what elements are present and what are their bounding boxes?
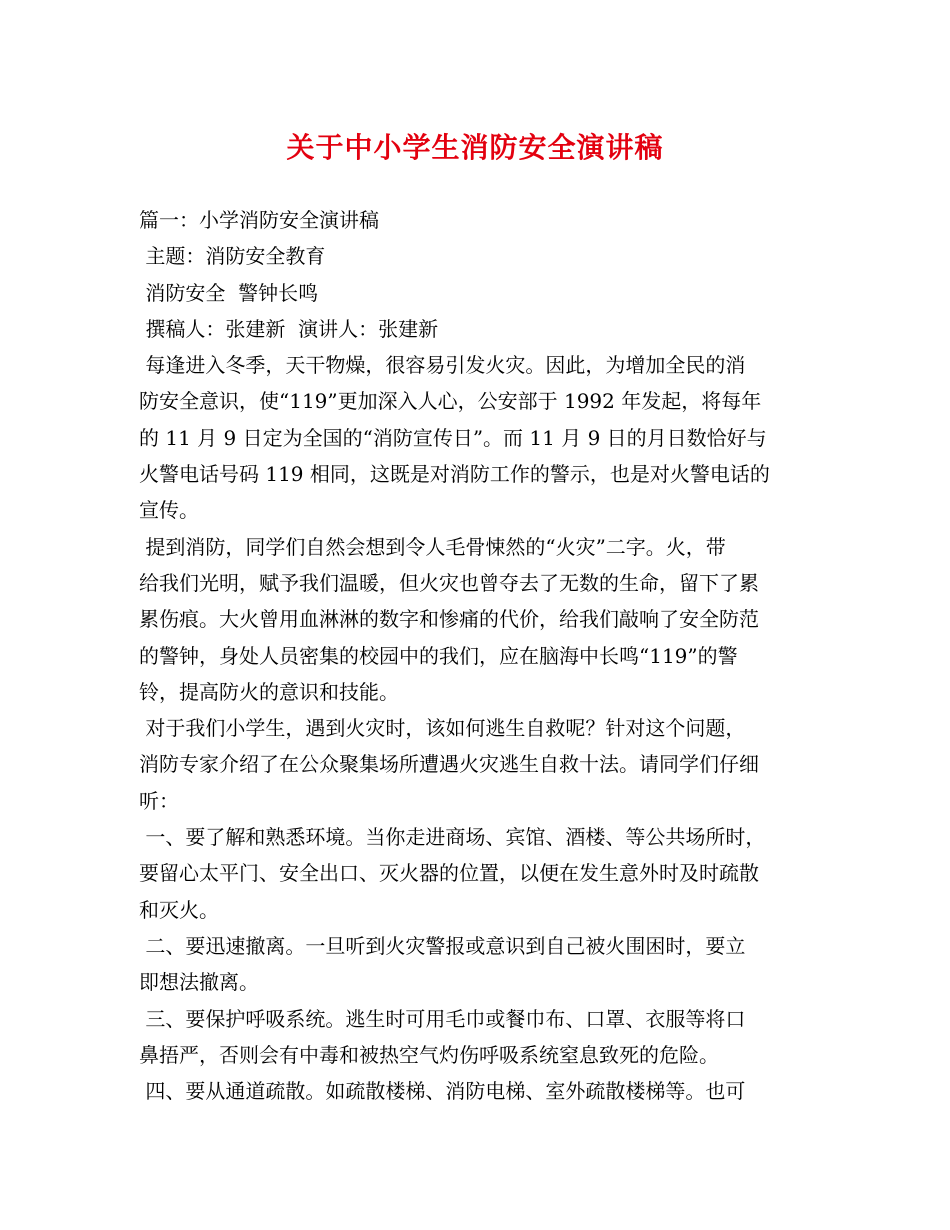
text-line: 即想法撤离。 xyxy=(139,970,259,995)
text-line: 三、要保护呼吸系统。逃生时可用毛巾或餐巾布、口罩、衣服等将口 xyxy=(139,1006,746,1031)
text-line: 的 11 月 9 日定为全国的“消防宣传日”。而 11 月 9 日的月日数恰好与 xyxy=(139,425,767,450)
document-title: 关于中小学生消防安全演讲稿 xyxy=(286,131,664,164)
text-line: 一、要了解和熟悉环境。当你走进商场、宾馆、酒楼、等公共场所时， xyxy=(139,825,766,850)
text-line: 篇一：小学消防安全演讲稿 xyxy=(139,208,379,232)
text-line: 要留心太平门、安全出口、灭火器的位置，以便在发生意外时及时疏散 xyxy=(139,861,759,886)
text-line: 宣传。 xyxy=(139,498,199,523)
text-line: 四、要从通道疏散。如疏散楼梯、消防电梯、室外疏散楼梯等。也可 xyxy=(139,1079,746,1104)
text-line: 主题：消防安全教育 xyxy=(139,244,326,269)
text-line: 撰稿人：张建新 演讲人：张建新 xyxy=(139,316,439,341)
text-line: 每逢进入冬季，天干物燥，很容易引发火灾。因此，为增加全民的消 xyxy=(139,353,746,378)
text-line: 给我们光明，赋予我们温暖，但火灾也曾夺去了无数的生命，留下了累 xyxy=(139,570,759,595)
text-line: 和灭火。 xyxy=(139,897,219,922)
text-line: 消防安全 警钟长鸣 xyxy=(139,280,319,305)
document-body xyxy=(139,202,829,1109)
text-line: 二、要迅速撤离。一旦听到火灾警报或意识到自己被火围困时，要立 xyxy=(139,933,746,958)
text-line: 火警电话号码 119 相同，这既是对消防工作的警示，也是对火警电话的 xyxy=(139,462,770,487)
text-line: 提到消防，同学们自然会想到令人毛骨悚然的“火灾”二字。火，带 xyxy=(139,534,726,559)
text-line: 铃，提高防火的意识和技能。 xyxy=(139,679,399,704)
text-line: 对于我们小学生，遇到火灾时，该如何逃生自救呢？针对这个问题， xyxy=(139,716,746,741)
text-line: 的警钟，身处人员密集的校园中的我们，应在脑海中长鸣“119”的警 xyxy=(139,643,738,668)
text-line: 累伤痕。大火曾用血淋淋的数字和惨痛的代价，给我们敲响了安全防范 xyxy=(139,607,759,632)
text-line: 鼻捂严，否则会有中毒和被热空气灼伤呼吸系统窒息致死的危险。 xyxy=(139,1042,719,1067)
text-line: 消防专家介绍了在公众聚集场所遭遇火灾逃生自救十法。请同学们仔细 xyxy=(139,752,759,777)
text-line: 听： xyxy=(139,788,179,813)
text-line: 防安全意识，使“119”更加深入人心，公安部于 1992 年发起，将每年 xyxy=(139,389,762,414)
